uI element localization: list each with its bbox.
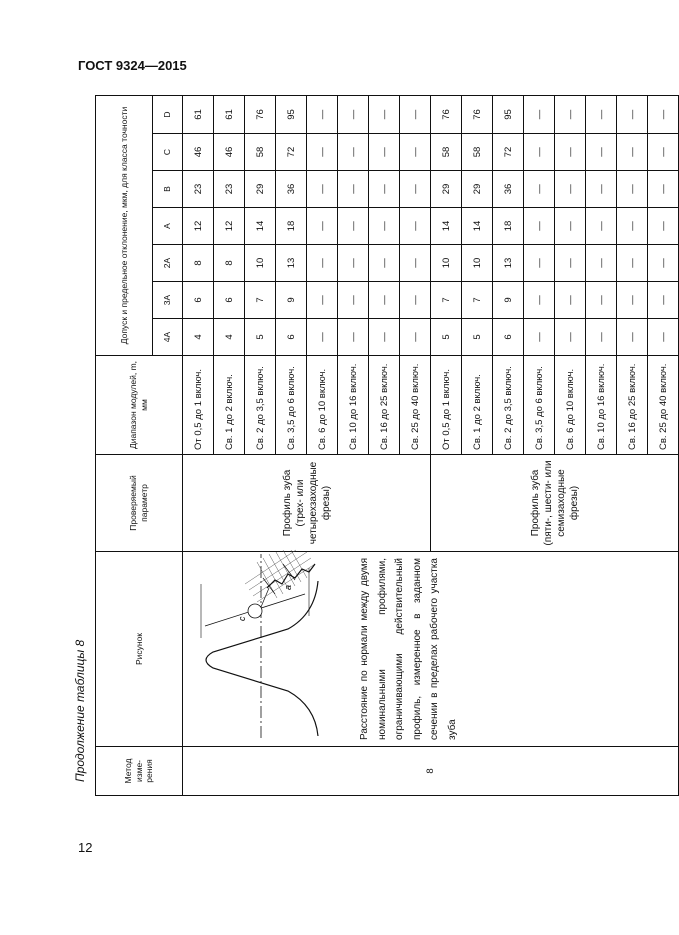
tolerance-value: — <box>617 282 648 319</box>
figure-label-c: c <box>237 616 247 621</box>
tolerance-value: — <box>338 171 369 208</box>
table-body <box>183 96 679 796</box>
tolerance-value: 58 <box>431 134 462 171</box>
tolerance-value: — <box>648 282 679 319</box>
tolerance-value: — <box>648 245 679 282</box>
tolerance-value: — <box>648 96 679 134</box>
tolerance-value: 6 <box>214 282 245 319</box>
tolerance-value: — <box>586 282 617 319</box>
tolerance-value: 4 <box>183 319 214 356</box>
tolerance-value: 14 <box>431 208 462 245</box>
header-class: 2A <box>153 245 183 282</box>
tolerance-value: — <box>586 134 617 171</box>
tolerance-value: 6 <box>493 319 524 356</box>
tolerance-value: — <box>524 245 555 282</box>
tolerance-value: — <box>586 96 617 134</box>
tolerance-value: — <box>648 171 679 208</box>
module-range: Св. 6 до 10 включ. <box>307 356 338 455</box>
tolerance-value: — <box>524 171 555 208</box>
tolerance-value: — <box>400 282 431 319</box>
tolerance-value: 13 <box>276 245 307 282</box>
header-range: Диапазон модулей, m, мм <box>96 356 183 455</box>
tolerance-value: — <box>400 245 431 282</box>
tolerance-value: 10 <box>462 245 493 282</box>
tolerance-value: 23 <box>183 171 214 208</box>
tolerance-table <box>95 95 679 796</box>
tolerance-value: 61 <box>183 96 214 134</box>
tolerance-value: — <box>617 171 648 208</box>
tolerance-value: — <box>524 134 555 171</box>
tolerance-value: — <box>648 319 679 356</box>
tolerance-value: 23 <box>214 171 245 208</box>
tolerance-value: 6 <box>183 282 214 319</box>
tolerance-value: — <box>400 96 431 134</box>
tolerance-value: 29 <box>245 171 276 208</box>
module-range: Св. 16 до 25 включ. <box>617 356 648 455</box>
tolerance-value: 58 <box>245 134 276 171</box>
module-range: Св. 1 до 2 включ. <box>214 356 245 455</box>
tolerance-value: 7 <box>431 282 462 319</box>
module-range: От 0,5 до 1 включ. <box>183 356 214 455</box>
tolerance-value: — <box>648 134 679 171</box>
figure-cell <box>183 552 679 747</box>
tolerance-value: 5 <box>245 319 276 356</box>
tolerance-value: — <box>400 171 431 208</box>
tolerance-value: — <box>369 319 400 356</box>
tolerance-value: 18 <box>493 208 524 245</box>
tolerance-value: 9 <box>276 282 307 319</box>
module-range: Св. 16 до 25 включ. <box>369 356 400 455</box>
table-caption: Продолжение таблицы 8 <box>73 639 87 782</box>
tolerance-value: 36 <box>493 171 524 208</box>
tolerance-value: 18 <box>276 208 307 245</box>
tolerance-value: — <box>524 96 555 134</box>
tolerance-value: — <box>338 96 369 134</box>
tolerance-value: 46 <box>183 134 214 171</box>
module-range: Св. 3,5 до 6 включ. <box>524 356 555 455</box>
tolerance-value: — <box>555 96 586 134</box>
tolerance-value: 76 <box>431 96 462 134</box>
module-range: От 0,5 до 1 включ. <box>431 356 462 455</box>
tolerance-value: — <box>400 319 431 356</box>
document-header: ГОСТ 9324—2015 <box>78 58 187 73</box>
parameter-cell: Профиль зуба (трех- или четырехзаходные фрезы) <box>183 455 431 552</box>
figure-description: Расстояние по нормали между двумя номинальными профилями, ограничивающими действительный профиль, измеренное в заданном сечении в пределах рабочего участка зуба <box>359 558 458 740</box>
figure-label-a: a <box>283 584 293 590</box>
tolerance-value: — <box>524 282 555 319</box>
tolerance-value: — <box>369 208 400 245</box>
tolerance-value: 13 <box>493 245 524 282</box>
tolerance-value: — <box>338 208 369 245</box>
tolerance-value: — <box>617 208 648 245</box>
module-range: Св. 6 до 10 включ. <box>555 356 586 455</box>
parameter-cell: Профиль зуба (пяти-, шести- или семизаходные фрезы) <box>431 455 679 552</box>
tolerance-value: — <box>369 134 400 171</box>
tolerance-value: 10 <box>431 245 462 282</box>
tolerance-value: 5 <box>431 319 462 356</box>
tolerance-value: 4 <box>214 319 245 356</box>
page-number: 12 <box>78 840 93 855</box>
header-class: B <box>153 171 183 208</box>
tolerance-value: — <box>338 245 369 282</box>
tolerance-value: — <box>400 208 431 245</box>
tolerance-value: 7 <box>462 282 493 319</box>
tolerance-value: 29 <box>431 171 462 208</box>
tolerance-value: — <box>338 282 369 319</box>
header-class: C <box>153 134 183 171</box>
tolerance-value: 76 <box>462 96 493 134</box>
tolerance-value: — <box>338 319 369 356</box>
header-figure: Рисунок <box>96 552 183 747</box>
table-row <box>183 96 214 796</box>
tolerance-value: 72 <box>276 134 307 171</box>
tolerance-value: — <box>555 208 586 245</box>
tolerance-value: — <box>369 171 400 208</box>
tolerance-value: 12 <box>183 208 214 245</box>
module-range: Св. 10 до 16 включ. <box>338 356 369 455</box>
header-tolerance-group: Допуск и предельное отклонение, мкм, для класса точности <box>96 96 153 356</box>
module-range: Св. 3,5 до 6 включ. <box>276 356 307 455</box>
rotated-table-wrapper <box>95 96 669 796</box>
tolerance-value: — <box>307 245 338 282</box>
tolerance-value: — <box>617 134 648 171</box>
tolerance-value: — <box>555 134 586 171</box>
tolerance-value: — <box>617 245 648 282</box>
tolerance-value: 46 <box>214 134 245 171</box>
tolerance-value: — <box>307 319 338 356</box>
tolerance-value: 95 <box>493 96 524 134</box>
tolerance-value: — <box>369 96 400 134</box>
tolerance-value: 14 <box>462 208 493 245</box>
tolerance-value: 5 <box>462 319 493 356</box>
module-range: Св. 2 до 3,5 включ. <box>245 356 276 455</box>
tolerance-value: 29 <box>462 171 493 208</box>
module-range: Св. 10 до 16 включ. <box>586 356 617 455</box>
tolerance-value: — <box>369 282 400 319</box>
tolerance-value: 7 <box>245 282 276 319</box>
tolerance-value: — <box>338 134 369 171</box>
tolerance-value: — <box>524 319 555 356</box>
tolerance-value: — <box>586 319 617 356</box>
tolerance-value: 12 <box>214 208 245 245</box>
tolerance-value: — <box>586 208 617 245</box>
tolerance-value: 72 <box>493 134 524 171</box>
tolerance-value: 36 <box>276 171 307 208</box>
tooth-profile-figure <box>183 551 333 746</box>
tolerance-value: — <box>555 282 586 319</box>
tolerance-value: 6 <box>276 319 307 356</box>
tolerance-value: — <box>555 245 586 282</box>
tolerance-value: — <box>524 208 555 245</box>
module-range: Св. 25 до 40 включ. <box>648 356 679 455</box>
tolerance-value: 10 <box>245 245 276 282</box>
tolerance-value: — <box>369 245 400 282</box>
header-class: 4A <box>153 319 183 356</box>
tolerance-value: — <box>586 245 617 282</box>
tolerance-value: 61 <box>214 96 245 134</box>
module-range: Св. 1 до 2 включ. <box>462 356 493 455</box>
tolerance-value: — <box>617 96 648 134</box>
tolerance-value: 14 <box>245 208 276 245</box>
tolerance-value: — <box>555 171 586 208</box>
tolerance-value: — <box>307 282 338 319</box>
header-parameter: Проверяемый параметр <box>96 455 183 552</box>
header-class: A <box>153 208 183 245</box>
tolerance-value: — <box>307 171 338 208</box>
header-class: D <box>153 96 183 134</box>
tolerance-value: 8 <box>183 245 214 282</box>
tolerance-value: 8 <box>214 245 245 282</box>
tolerance-value: 58 <box>462 134 493 171</box>
tolerance-value: 95 <box>276 96 307 134</box>
tolerance-value: — <box>586 171 617 208</box>
tolerance-value: — <box>555 319 586 356</box>
header-method: Метод изме-рения <box>96 747 183 796</box>
header-class: 3A <box>153 282 183 319</box>
tolerance-value: 76 <box>245 96 276 134</box>
tolerance-value: — <box>648 208 679 245</box>
tolerance-value: — <box>400 134 431 171</box>
module-range: Св. 25 до 40 включ. <box>400 356 431 455</box>
tolerance-value: 9 <box>493 282 524 319</box>
tolerance-value: — <box>617 319 648 356</box>
method-number: 8 <box>183 747 679 796</box>
module-range: Св. 2 до 3,5 включ. <box>493 356 524 455</box>
tolerance-value: — <box>307 96 338 134</box>
tolerance-value: — <box>307 208 338 245</box>
tolerance-value: — <box>307 134 338 171</box>
